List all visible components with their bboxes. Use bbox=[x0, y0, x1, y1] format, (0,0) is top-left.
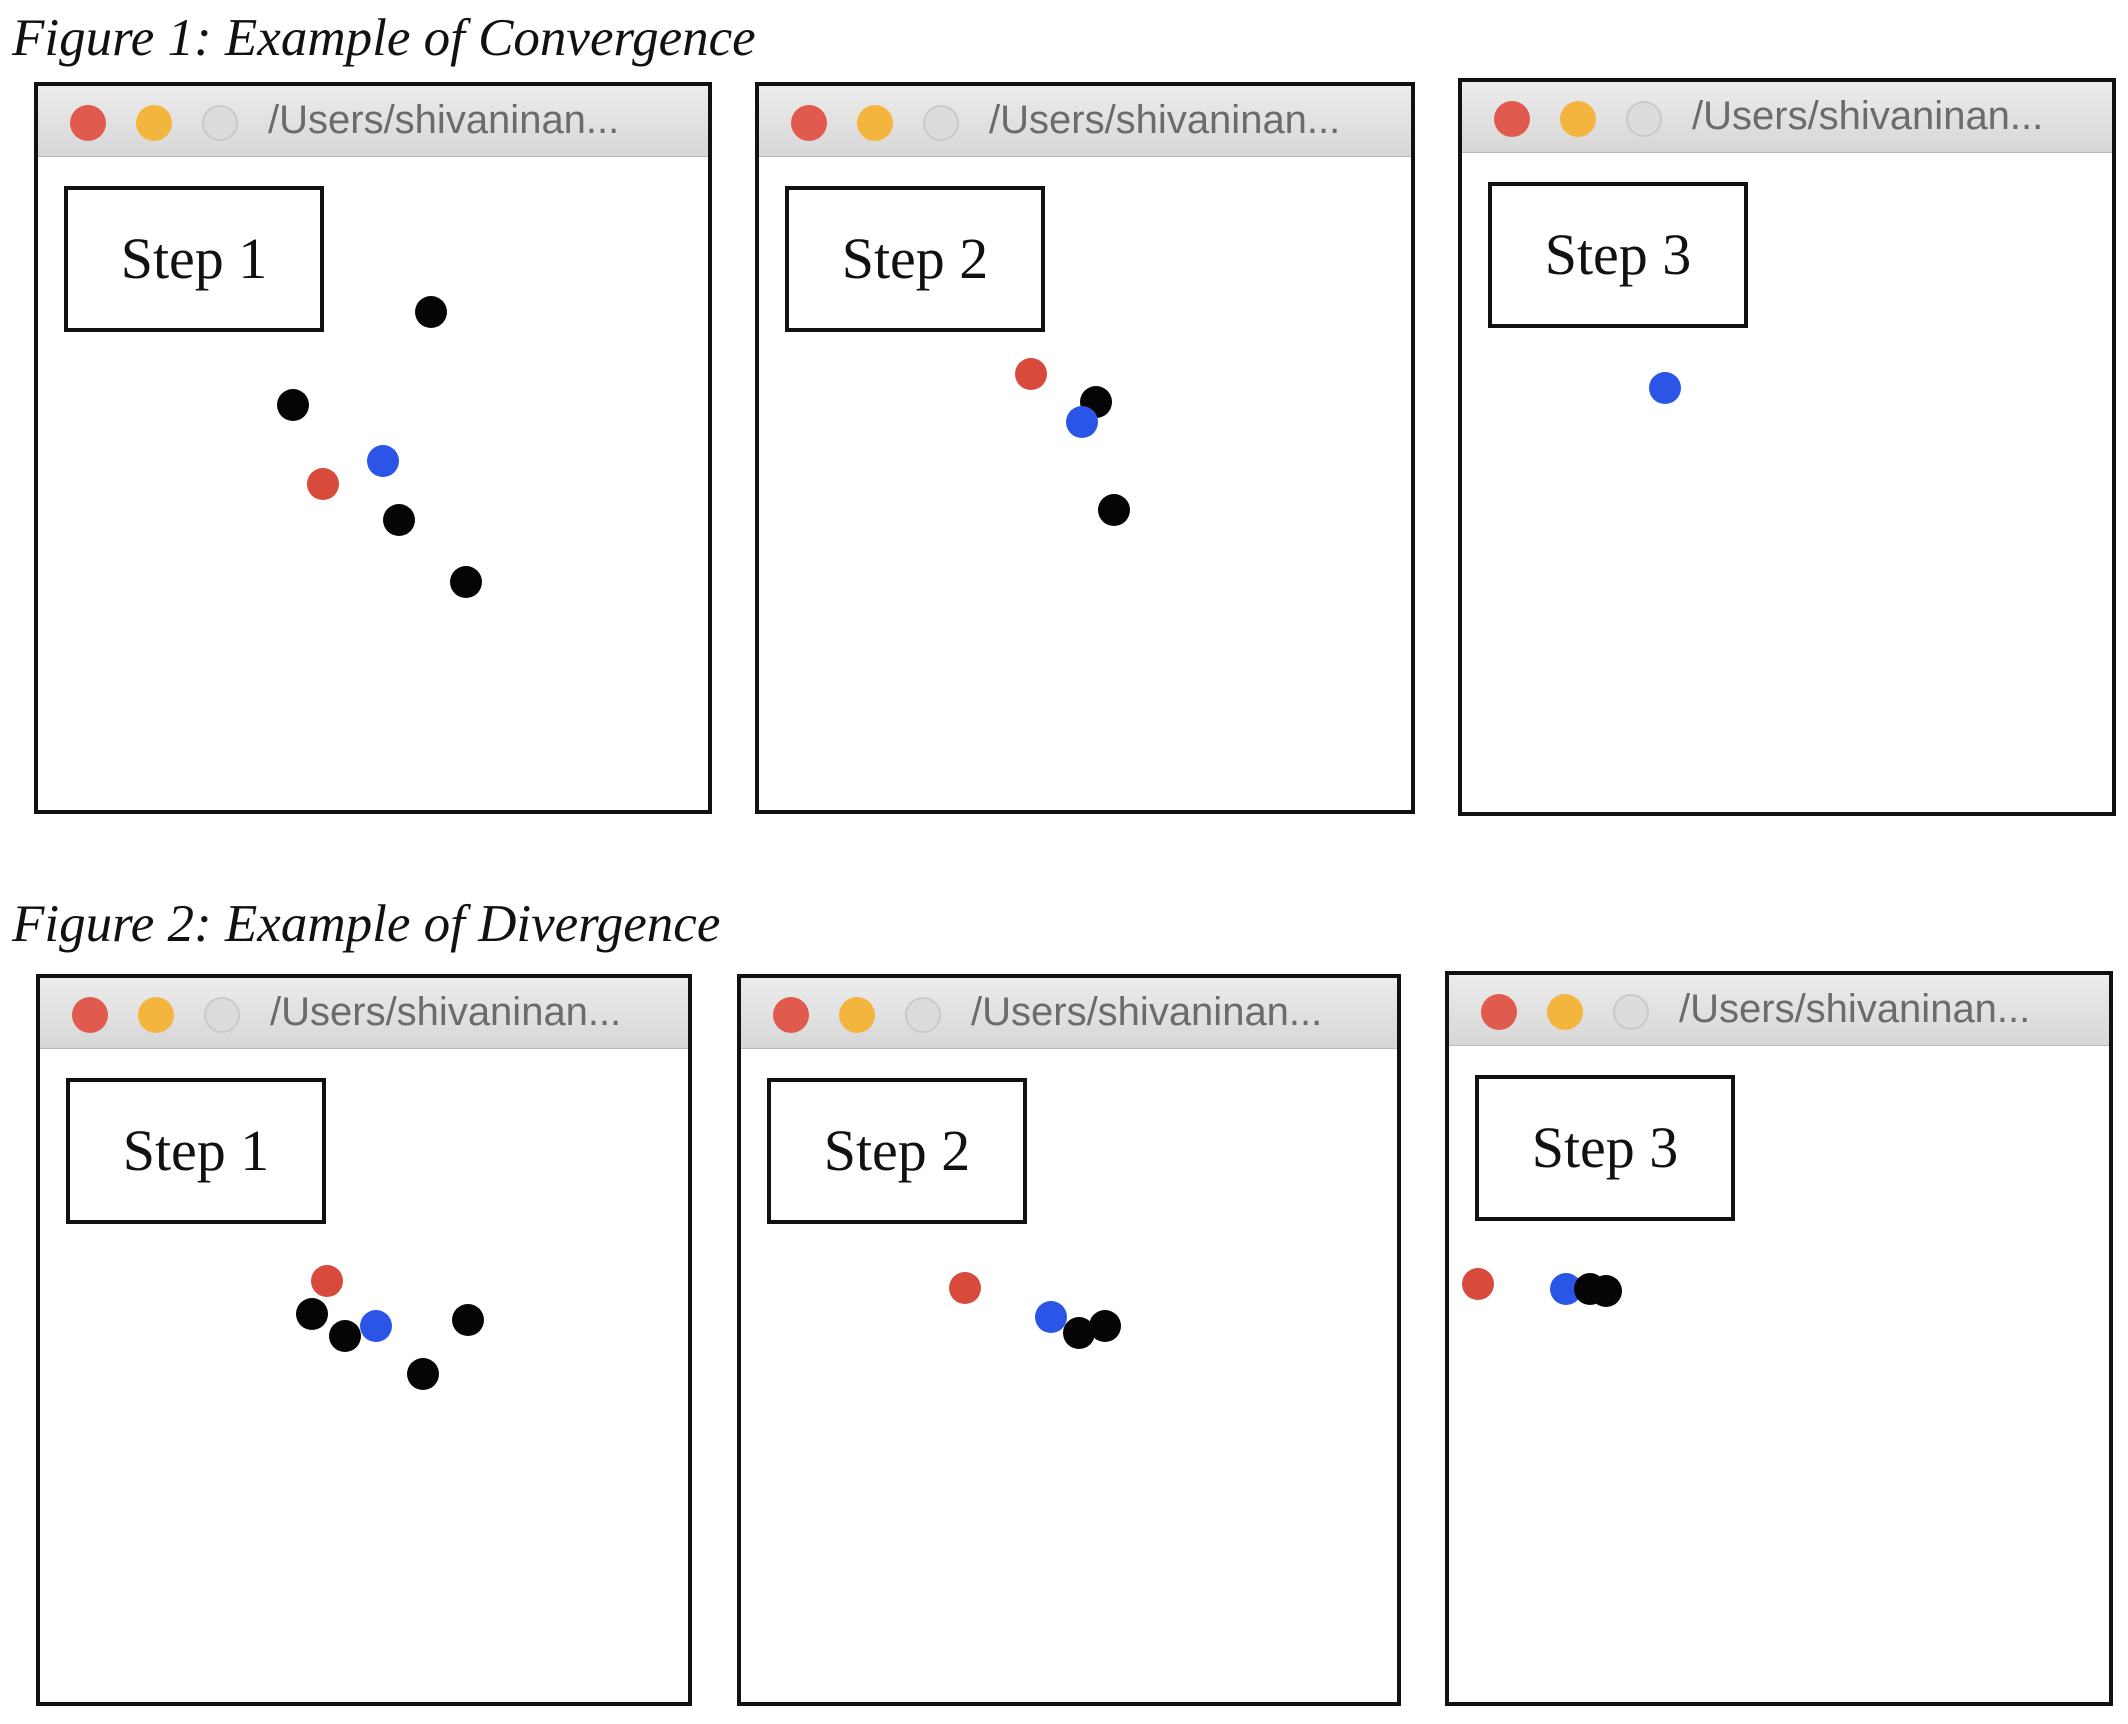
step-label: Step 1 bbox=[66, 1078, 326, 1224]
window-titlebar bbox=[1449, 975, 2109, 1046]
figure-1-caption: Figure 1: Example of Convergence bbox=[12, 9, 756, 67]
minimize-icon[interactable] bbox=[1560, 101, 1596, 137]
figure-1-step-3-window bbox=[1458, 78, 2116, 816]
black-point bbox=[277, 389, 309, 421]
close-icon[interactable] bbox=[791, 105, 827, 141]
window-titlebar bbox=[1462, 82, 2112, 153]
red-point bbox=[949, 1272, 981, 1304]
black-point bbox=[407, 1358, 439, 1390]
black-point bbox=[450, 566, 482, 598]
figure-1-step-2-window bbox=[755, 82, 1415, 814]
figure-2-step-3-window bbox=[1445, 971, 2113, 1706]
red-point bbox=[307, 468, 339, 500]
blue-point bbox=[367, 445, 399, 477]
window-title: /Users/shivaninan... bbox=[268, 98, 620, 142]
close-icon[interactable] bbox=[70, 105, 106, 141]
window-title: /Users/shivaninan... bbox=[270, 990, 622, 1034]
window-title: /Users/shivaninan... bbox=[989, 98, 1341, 142]
zoom-icon[interactable] bbox=[204, 997, 240, 1033]
figure-2-caption: Figure 2: Example of Divergence bbox=[12, 895, 721, 953]
black-point bbox=[1590, 1275, 1622, 1307]
step-label: Step 1 bbox=[64, 186, 324, 332]
step-label: Step 3 bbox=[1488, 182, 1748, 328]
blue-point bbox=[1066, 406, 1098, 438]
window-titlebar bbox=[741, 978, 1397, 1049]
black-point bbox=[296, 1298, 328, 1330]
zoom-icon[interactable] bbox=[1626, 101, 1662, 137]
minimize-icon[interactable] bbox=[136, 105, 172, 141]
window-title: /Users/shivaninan... bbox=[1679, 987, 2031, 1031]
black-point bbox=[1089, 1310, 1121, 1342]
window-titlebar bbox=[759, 86, 1411, 157]
black-point bbox=[452, 1304, 484, 1336]
step-label: Step 2 bbox=[767, 1078, 1027, 1224]
zoom-icon[interactable] bbox=[202, 105, 238, 141]
red-point bbox=[1462, 1268, 1494, 1300]
red-point bbox=[311, 1265, 343, 1297]
black-point bbox=[1098, 494, 1130, 526]
close-icon[interactable] bbox=[72, 997, 108, 1033]
window-title: /Users/shivaninan... bbox=[1692, 94, 2044, 138]
close-icon[interactable] bbox=[1494, 101, 1530, 137]
close-icon[interactable] bbox=[773, 997, 809, 1033]
close-icon[interactable] bbox=[1481, 994, 1517, 1030]
red-point bbox=[1015, 358, 1047, 390]
minimize-icon[interactable] bbox=[857, 105, 893, 141]
minimize-icon[interactable] bbox=[1547, 994, 1583, 1030]
minimize-icon[interactable] bbox=[138, 997, 174, 1033]
step-label: Step 2 bbox=[785, 186, 1045, 332]
figure-2-step-1-window bbox=[36, 974, 692, 1706]
blue-point bbox=[1649, 372, 1681, 404]
zoom-icon[interactable] bbox=[923, 105, 959, 141]
black-point bbox=[329, 1320, 361, 1352]
black-point bbox=[383, 504, 415, 536]
zoom-icon[interactable] bbox=[905, 997, 941, 1033]
window-titlebar bbox=[38, 86, 708, 157]
window-title: /Users/shivaninan... bbox=[971, 990, 1323, 1034]
black-point bbox=[415, 296, 447, 328]
figure-1-step-1-window bbox=[34, 82, 712, 814]
figure-2-step-2-window bbox=[737, 974, 1401, 1706]
window-titlebar bbox=[40, 978, 688, 1049]
blue-point bbox=[360, 1310, 392, 1342]
step-label: Step 3 bbox=[1475, 1075, 1735, 1221]
zoom-icon[interactable] bbox=[1613, 994, 1649, 1030]
minimize-icon[interactable] bbox=[839, 997, 875, 1033]
